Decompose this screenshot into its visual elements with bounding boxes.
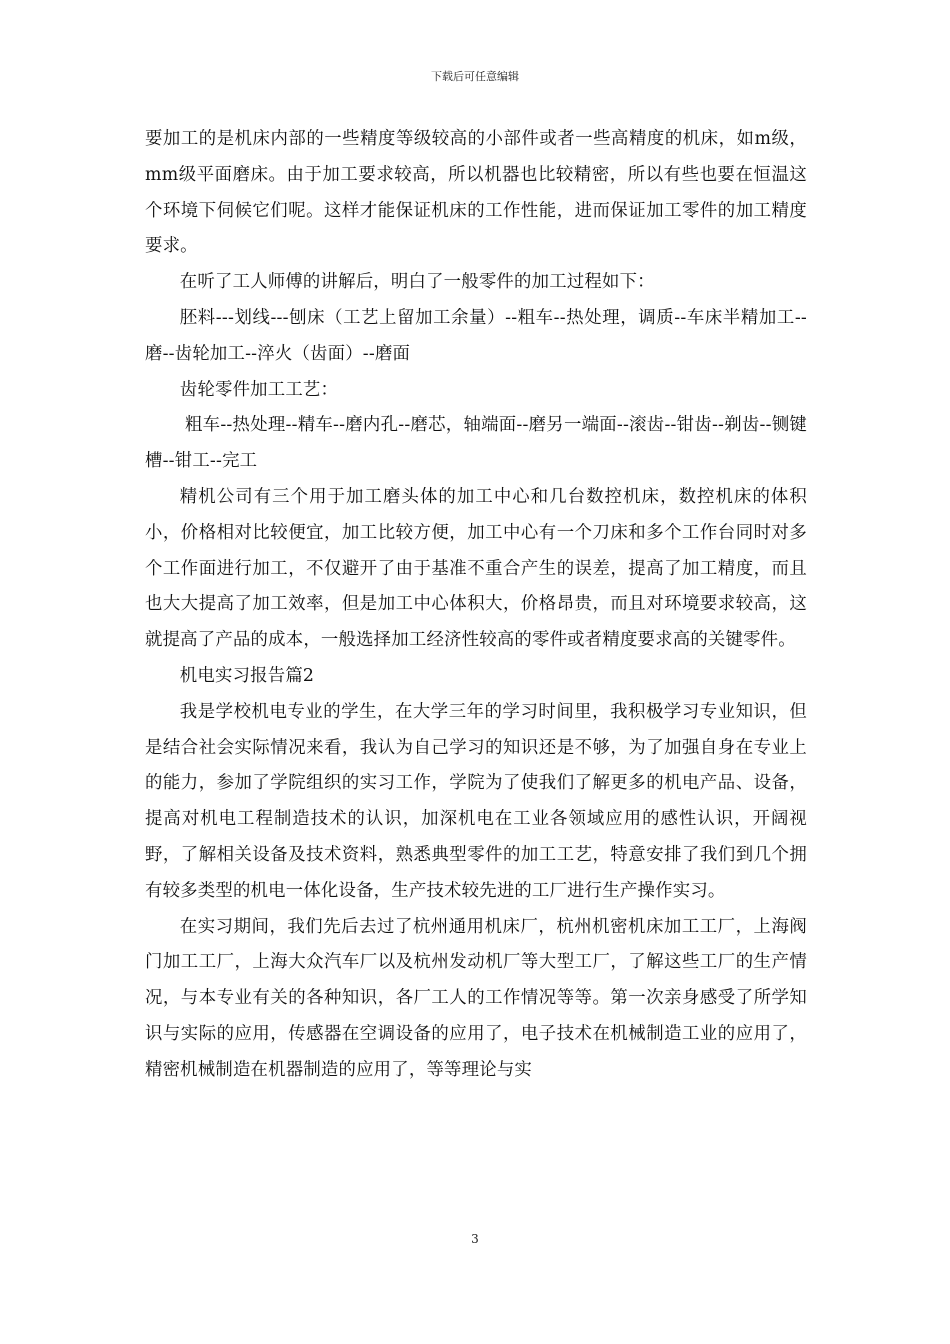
document-body [145,122,807,1089]
page-header: 下载后可任意编辑 [431,70,519,83]
paragraph-4: 齿轮零件加工工艺： [179,379,339,400]
paragraph-6: 精机公司有三个用于加工磨头体的加工中心和几台数控机床，数控机床的体积小，价格相对比较便宜，加工比较方便，加工中心有一个刀床和多个工作台同时对多个工作面进行加工，不仅避开了由于基准不重合产生的误差，提高了加工精度，而且也大大提高了加工效率，但是加工中心体积大，价格昂贵，而且对环境要求较高，这就提高了产品的成本，一般选择加工经济性较高的零件或者精度要求高的关键零件。 [145,486,807,651]
paragraph-7: 我是学校机电专业的学生，在大学三年的学习时间里，我积极学习专业知识，但是结合社会实际情况来看，我认为自己学习的知识还是不够，为了加强自身在专业上的能力，参加了学院组织的实习工作，学院为了使我们了解更多的机电产品、设备，提高对机电工程制造技术的认识，加深机电在工业各领域应用的感性认识，开阔视野，了解相关设备及技术资料，熟悉典型零件的加工工艺，特意安排了我们到几个拥有较多类型的机电一体化设备，生产技术较先进的工厂进行生产操作实习。 [145,701,807,901]
section-heading: 机电实习报告篇2 [179,665,315,686]
paragraph-8: 在实习期间，我们先后去过了杭州通用机床厂，杭州机密机床加工工厂，上海阀门加工工厂，上海大众汽车厂以及杭州发动机厂等大型工厂，了解这些工厂的生产情况，与本专业有关的各种知识，各厂工人的工作情况等等。第一次亲身感受了所学知识与实际的应用，传感器在空调设备的应用了，电子技术在机械制造工业的应用了，精密机械制造在机器制造的应用了，等等理论与实 [145,916,807,1080]
page-number: 3 [471,1232,479,1246]
paragraph-1: 要加工的是机床内部的一些精度等级较高的小部件或者一些高精度的机床，如m级，mm级平面磨床。由于加工要求较高，所以机器也比较精密，所以有些也要在恒温这个环境下伺候它们呢。这样才能保证机床的工作性能，进而保证加工零件的加工精度要求。 [145,129,807,257]
paragraph-2: 在听了工人师傅的讲解后，明白了一般零件的加工过程如下： [179,272,655,293]
paragraph-5: 粗车--热处理--精车--磨内孔--磨芯，轴端面--磨另一端面--滚齿--钳齿--剃齿--铡键槽--钳工--完工 [145,415,807,472]
paragraph-3: 胚料---划线---刨床（工艺上留加工余量）--粗车--热处理，调质--车床半精加工--磨--齿轮加工--淬火（齿面）--磨面 [145,307,807,364]
